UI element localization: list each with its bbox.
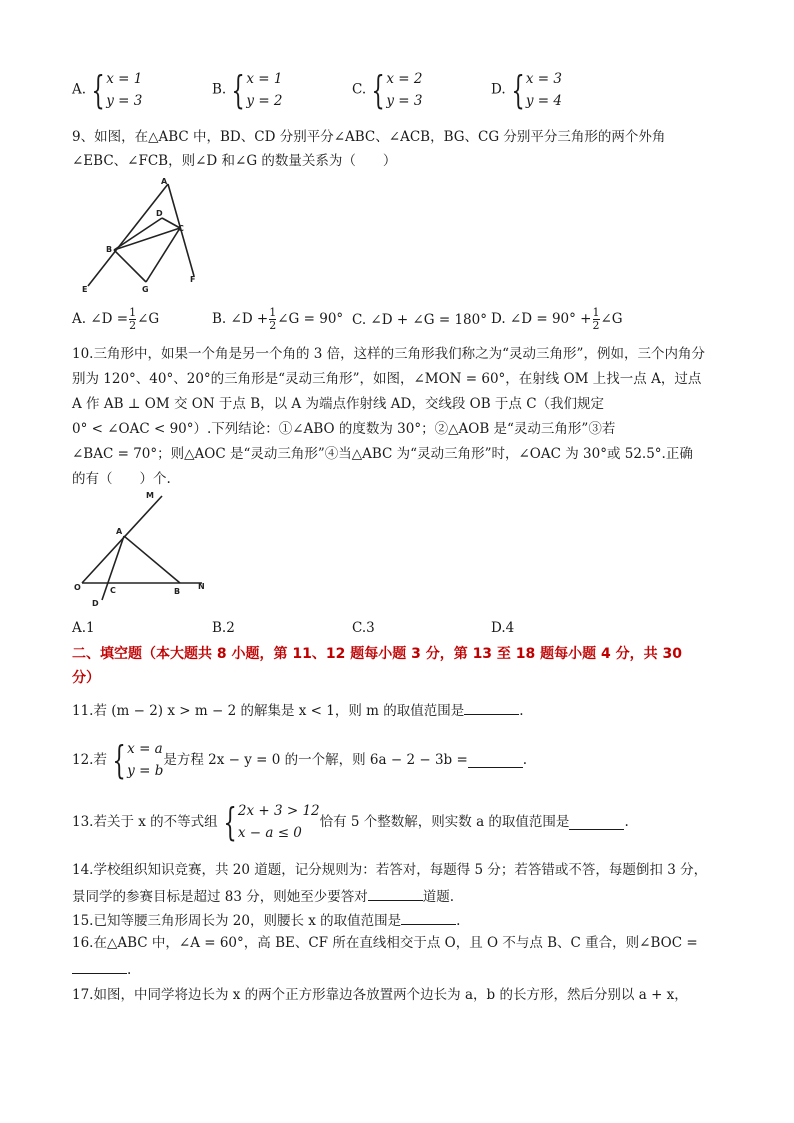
q10-label-n: N: [198, 582, 205, 591]
q12: 12.若 { x = a y = b 是方程 2x − y = 0 的一个解，则 6a − 2 − 3b = .: [72, 738, 528, 782]
q10-line4: 0° < ∠OAC < 90°）.下列结论：①∠ABO 的度数为 30°；②△AOB 是“灵动三角形”③若: [72, 421, 616, 437]
q9-label-g: G: [142, 285, 149, 294]
q9-line1: 9、如图，在△ABC 中，BD、CD 分别平分∠ABC、∠ACB，BG、CG 分别平分三角形的两个外角: [72, 129, 666, 145]
q10-angle-figure: [72, 488, 212, 613]
q10-label-d: D: [92, 599, 99, 608]
q9-triangle-figure: [76, 176, 216, 296]
q11-answer-blank[interactable]: [464, 700, 519, 715]
q9-label-d: D: [156, 209, 163, 218]
q14-line1: 14.学校组织知识竞赛，共 20 道题，记分规则为：若答对，每题得 5 分；若答错或不答，每题倒扣 3 分，: [72, 862, 708, 878]
q10-line5: ∠BAC = 70°；则△AOC 是“灵动三角形”④当△ABC 为“灵动三角形”时，∠OAC 为 30°或 52.5°.正确: [72, 446, 693, 462]
fraction-one-half: $\frac{1}{2}$: [269, 306, 277, 332]
q10-label-a: A: [116, 527, 123, 536]
q9-option-c[interactable]: C. ∠D + ∠G = 180°: [352, 312, 487, 328]
q10-label-m: M: [146, 491, 154, 500]
q9-label-f: F: [190, 275, 196, 284]
q16-line2: .: [72, 959, 131, 979]
q9-label-e: E: [82, 285, 88, 294]
q9-option-d[interactable]: D. ∠D = 90° + $\frac{1}{2}$ ∠G: [491, 306, 623, 332]
q9-label-c: C: [178, 224, 184, 233]
q9-option-a[interactable]: A. ∠D = $\frac{1}{2}$ ∠G: [72, 306, 160, 332]
q8-option-b[interactable]: B. { x = 1 y = 2: [212, 68, 283, 112]
q14-line2: 景同学的参赛目标是超过 83 分，则她至少要答对 道题.: [72, 886, 454, 906]
section2-heading-line1: 二、填空题（本大题共 8 小题，第 11、12 题每小题 3 分，第 13 至 18 题每小题 4 分，共 30: [72, 646, 682, 662]
q9-label-a: A: [161, 177, 168, 186]
fraction-one-half: $\frac{1}{2}$: [592, 306, 600, 332]
q11: 11.若 (m − 2) x > m − 2 的解集是 x < 1，则 m 的取值范围是 .: [72, 700, 524, 720]
q10-line1: 10.三角形中，如果一个角是另一个角的 3 倍，这样的三角形我们称之为“灵动三角形”，例如，三个内角分: [72, 346, 705, 362]
q10-label-b: B: [174, 587, 181, 596]
section2-heading-line2: 分）: [72, 670, 100, 686]
q10-option-b[interactable]: B.2: [212, 620, 235, 636]
q10-option-d[interactable]: D.4: [491, 620, 515, 636]
fraction-one-half: $\frac{1}{2}$: [129, 306, 137, 332]
q12-answer-blank[interactable]: [468, 753, 523, 768]
q16-answer-blank[interactable]: [72, 959, 127, 974]
q16-line1: 16.在△ABC 中，∠A = 60°，高 BE、CF 所在直线相交于点 O，且 O 不与点 B、C 重合，则∠BOC =: [72, 935, 698, 951]
q15: 15.已知等腰三角形周长为 20，则腰长 x 的取值范围是 .: [72, 910, 460, 930]
q10-line2: 别为 120°、40°、20°的三角形是“灵动三角形”，如图，∠MON = 60°，在射线 OM 上找一点 A，过点: [72, 371, 702, 387]
q9-label-b: B: [106, 245, 113, 254]
q10-label-o: O: [74, 583, 81, 592]
q10-line3: A 作 AB ⊥ OM 交 ON 于点 B，以 A 为端点作射线 AD，交线段 OB 于点 C（我们规定: [72, 396, 605, 412]
q9-option-b[interactable]: B. ∠D + $\frac{1}{2}$ ∠G = 90°: [212, 306, 344, 332]
q9-line2: ∠EBC、∠FCB，则∠D 和∠G 的数量关系为（ ）: [72, 153, 397, 169]
q17-line1: 17.如图，中同学将边长为 x 的两个正方形靠边各放置两个边长为 a，b 的长方形，然后分别以 a + x，: [72, 987, 688, 1003]
q14-answer-blank[interactable]: [368, 886, 423, 901]
q10-line6: 的有（ ）个.: [72, 471, 171, 487]
q10-label-c: C: [110, 586, 116, 595]
q10-option-a[interactable]: A.1: [72, 620, 95, 636]
q8-option-c[interactable]: C. { x = 2 y = 3: [352, 68, 423, 112]
q15-answer-blank[interactable]: [401, 910, 456, 925]
q13-answer-blank[interactable]: [569, 815, 624, 830]
q8-option-a[interactable]: A. { x = 1 y = 3: [72, 68, 143, 112]
q10-option-c[interactable]: C.3: [352, 620, 375, 636]
q8-option-d[interactable]: D. { x = 3 y = 4: [491, 68, 562, 112]
q13: 13.若关于 x 的不等式组 { 2x + 3 > 12 x − a ≤ 0 恰有 5 个整数解，则实数 a 的取值范围是 .: [72, 800, 629, 844]
